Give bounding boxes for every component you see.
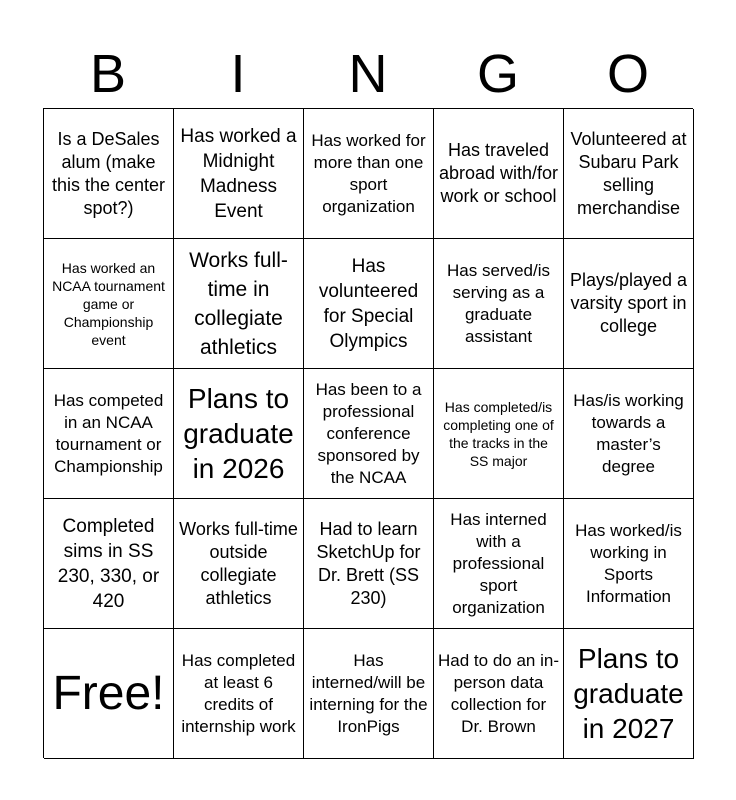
bingo-cell[interactable] <box>434 499 564 629</box>
cell-text: Has worked/is working in Sports Information <box>575 520 682 606</box>
cell-text: Works full-time outside collegiate athletics <box>179 518 298 608</box>
bingo-cell[interactable] <box>434 369 564 499</box>
cell-text: Plans to graduate in 2027 <box>573 643 684 744</box>
cell-text: Free! <box>52 666 165 720</box>
bingo-cell[interactable] <box>304 629 434 759</box>
header-letter-g: G <box>476 44 519 104</box>
cell-text: Is a DeSales alum (make this the center spot?) <box>51 128 166 218</box>
cell-text: Has worked a Midnight Madness Event <box>180 125 297 222</box>
cell-text: Has interned/will be interning for the IronPigs <box>309 650 428 736</box>
bingo-cell[interactable] <box>564 239 694 369</box>
cell-text: Has worked for more than one sport organization <box>311 130 426 216</box>
cell-text: Had to learn SketchUp for Dr. Brett (SS 230) <box>316 518 421 608</box>
cell-text: Has interned with a professional sport organization <box>450 509 547 617</box>
cell-text: Works full-time in collegiate athletics <box>189 248 288 359</box>
bingo-cell-free[interactable] <box>44 629 174 759</box>
header-letter-b: B <box>89 44 127 104</box>
bingo-cell[interactable] <box>44 499 174 629</box>
bingo-cell[interactable] <box>174 499 304 629</box>
bingo-cell[interactable] <box>44 109 174 239</box>
bingo-cell[interactable] <box>174 109 304 239</box>
cell-text: Has completed/is completing one of the tracks in the SS major <box>443 398 554 469</box>
bingo-cell[interactable] <box>174 369 304 499</box>
bingo-cell[interactable] <box>304 239 434 369</box>
header-letter-n: N <box>348 44 388 104</box>
bingo-cell[interactable] <box>44 369 174 499</box>
cell-text: Has competed in an NCAA tournament or Championship <box>53 390 164 476</box>
cell-text: Has completed at least 6 credits of internship work <box>181 650 296 736</box>
cell-text: Plans to graduate in 2026 <box>183 383 294 484</box>
cell-text: Has been to a professional conference sponsored by the NCAA <box>315 379 422 487</box>
cell-text: Volunteered at Subaru Park selling merchandise <box>570 128 687 218</box>
bingo-cell[interactable] <box>434 109 564 239</box>
bingo-card-grid <box>43 108 693 758</box>
bingo-cell[interactable] <box>564 629 694 759</box>
bingo-cell[interactable] <box>304 369 434 499</box>
bingo-cell[interactable] <box>304 109 434 239</box>
bingo-cell[interactable] <box>434 629 564 759</box>
bingo-cell[interactable] <box>174 629 304 759</box>
cell-text: Has served/is serving as a graduate assistant <box>447 260 550 346</box>
cell-text: Has traveled abroad with/for work or school <box>438 140 559 206</box>
bingo-cell[interactable] <box>44 239 174 369</box>
bingo-cell[interactable] <box>564 109 694 239</box>
bingo-cell[interactable] <box>564 499 694 629</box>
header-letter-o: O <box>606 44 649 104</box>
header-letter-i: I <box>230 44 246 104</box>
cell-text: Has worked an NCAA tournament game or Championship event <box>52 259 165 348</box>
cell-text: Completed sims in SS 230, 330, or 420 <box>57 515 160 612</box>
cell-text: Had to do an in-person data collection for Dr. Brown <box>438 650 559 736</box>
bingo-cell[interactable] <box>304 499 434 629</box>
bingo-cell[interactable] <box>564 369 694 499</box>
bingo-header <box>43 40 693 108</box>
cell-text: Has/is working towards a master’s degree <box>573 390 684 476</box>
cell-text: Has volunteered for Special Olympics <box>318 255 419 352</box>
bingo-cell[interactable] <box>434 239 564 369</box>
bingo-cell[interactable] <box>174 239 304 369</box>
cell-text: Plays/played a varsity sport in college <box>569 270 688 336</box>
